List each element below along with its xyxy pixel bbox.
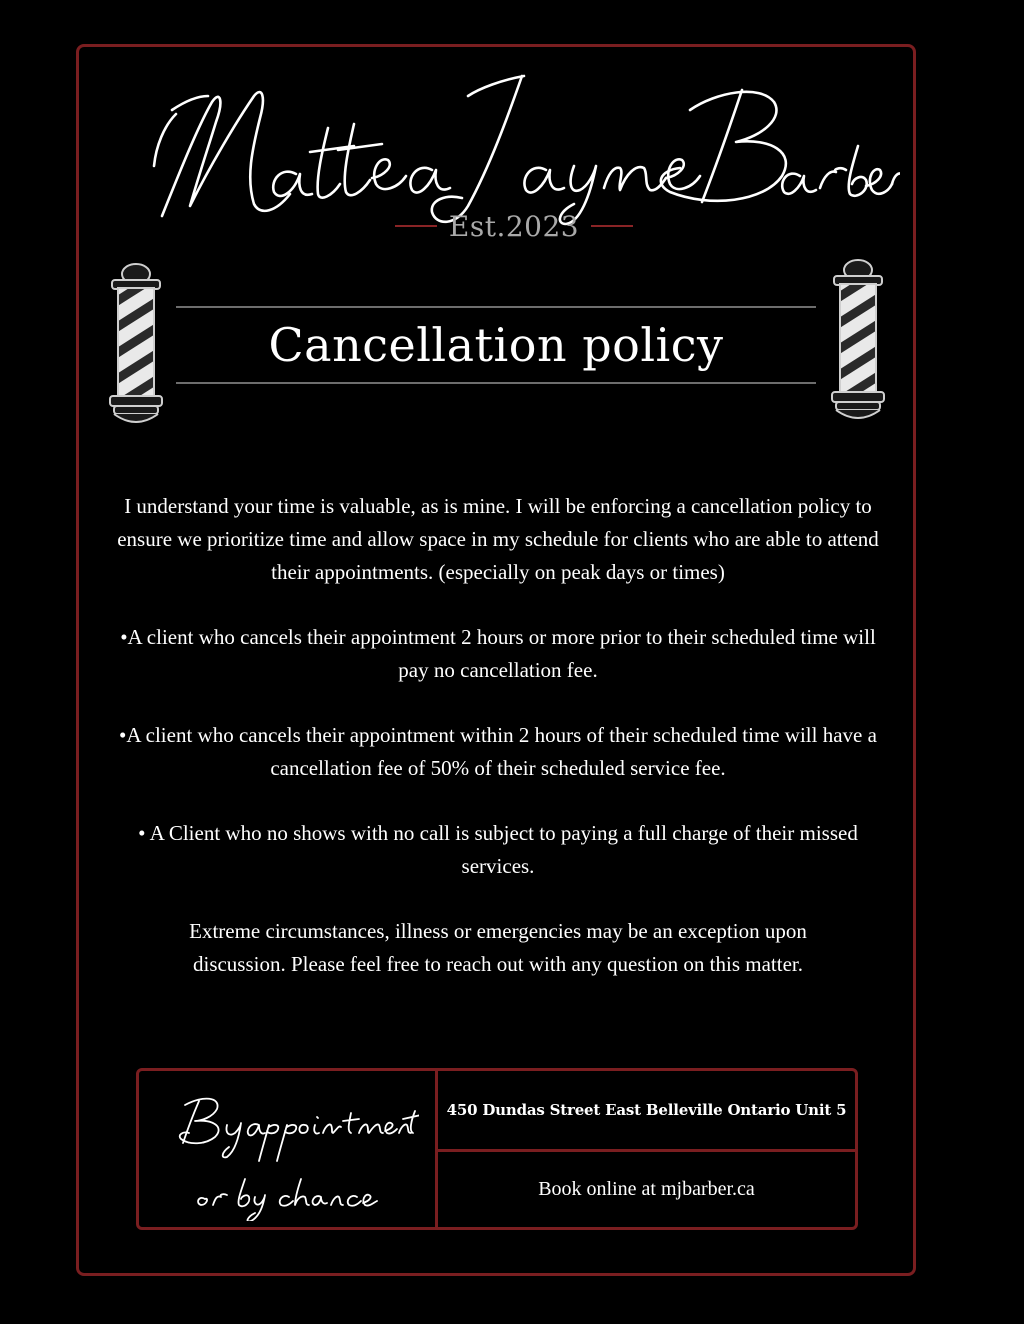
policy-intro: I understand your time is valuable, as is mine. I will be enforcing a cancellation policy to ensure we prioritize time and allow space in my schedule for clients who are able to attend their appointments. (especially on peak days or times) bbox=[117, 494, 879, 584]
policy-bullet: •A client who cancels their appointment within 2 hours of their scheduled time will have a cancellation fee of 50% of their scheduled service fee. bbox=[119, 723, 877, 780]
policy-bullet: •A client who cancels their appointment 2 hours or more prior to their scheduled time will pay no cancellation fee. bbox=[120, 625, 876, 682]
title-band bbox=[176, 306, 816, 384]
policy-closing: Extreme circumstances, illness or emergencies may be an exception upon discussion. Please feel free to reach out with any question on this matter. bbox=[189, 919, 807, 976]
info-box bbox=[136, 1068, 858, 1230]
est-line-left bbox=[395, 225, 437, 227]
tagline-script bbox=[159, 1081, 419, 1221]
brand-logo bbox=[150, 66, 900, 226]
policy-body bbox=[100, 490, 896, 1013]
established-text: Est.2023 bbox=[448, 209, 580, 243]
address-text: 450 Dundas Street East Belleville Ontario Unit 5 bbox=[446, 1101, 847, 1119]
barber-pole-icon bbox=[106, 260, 166, 430]
est-line-right bbox=[591, 225, 633, 227]
booking-link[interactable]: Book online at mjbarber.ca bbox=[538, 1178, 755, 1200]
established-row bbox=[0, 206, 1024, 246]
page-title: Cancellation policy bbox=[268, 318, 724, 372]
barber-pole-icon bbox=[828, 256, 888, 426]
policy-bullet: • A Client who no shows with no call is subject to paying a full charge of their missed services. bbox=[138, 821, 858, 878]
